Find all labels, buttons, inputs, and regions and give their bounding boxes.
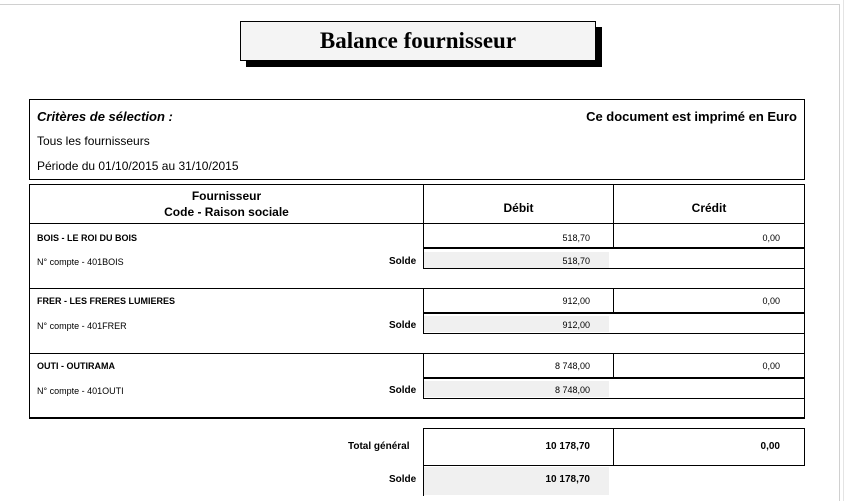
solde-value: 8 748,00 bbox=[554, 385, 590, 395]
cell-divider bbox=[423, 314, 424, 333]
supplier-name: FRER - LES FRERES LUMIERES bbox=[37, 296, 176, 306]
page-title: Balance fournisseur bbox=[240, 21, 596, 61]
group-separator bbox=[29, 353, 805, 354]
solde-label: Solde bbox=[389, 256, 417, 267]
row-separator bbox=[423, 333, 805, 334]
total-debit: 10 178,70 bbox=[545, 441, 590, 452]
row-separator bbox=[423, 312, 805, 314]
header-credit: Crédit bbox=[691, 201, 727, 215]
page-frame-edge bbox=[843, 0, 844, 501]
cell-divider bbox=[423, 379, 424, 398]
currency-note: Ce document est imprimé en Euro bbox=[586, 109, 797, 124]
solde-value: 518,70 bbox=[562, 256, 590, 266]
total-label: Total général bbox=[348, 441, 410, 452]
total-divider-3 bbox=[804, 428, 805, 466]
table-left-border bbox=[29, 184, 30, 419]
criteria-label: Critères de sélection : bbox=[37, 109, 173, 124]
criteria-box bbox=[29, 99, 805, 180]
total-solde-label: Solde bbox=[389, 474, 417, 485]
page-frame-right bbox=[839, 4, 840, 501]
total-credit: 0,00 bbox=[760, 441, 780, 452]
header-supplier: Fournisseur bbox=[191, 189, 262, 203]
solde-label: Solde bbox=[389, 385, 417, 396]
row-separator bbox=[423, 247, 805, 249]
credit-value: 0,00 bbox=[762, 361, 780, 371]
account-number: N° compte - 401BOIS bbox=[37, 257, 124, 267]
page-frame-top bbox=[0, 4, 840, 5]
solde-value: 912,00 bbox=[562, 320, 590, 330]
debit-value: 8 748,00 bbox=[554, 361, 590, 371]
supplier-name: BOIS - LE ROI DU BOIS bbox=[37, 233, 138, 243]
header-code: Code - Raison sociale bbox=[164, 205, 289, 219]
total-solde-value: 10 178,70 bbox=[545, 474, 590, 485]
solde-label: Solde bbox=[389, 320, 417, 331]
table-top-border bbox=[29, 184, 805, 185]
row-separator bbox=[423, 377, 805, 379]
account-number: N° compte - 401FRER bbox=[37, 321, 127, 331]
header-bottom-border bbox=[29, 223, 805, 224]
debit-value: 518,70 bbox=[562, 233, 590, 243]
credit-value: 0,00 bbox=[762, 296, 780, 306]
row-separator bbox=[423, 268, 805, 269]
table-right-border bbox=[804, 184, 805, 419]
total-top-border bbox=[423, 428, 805, 429]
supplier-name: OUTI - OUTIRAMA bbox=[37, 361, 115, 371]
criteria-scope: Tous les fournisseurs bbox=[37, 134, 150, 148]
group-separator bbox=[29, 288, 805, 289]
criteria-period: Période du 01/10/2015 au 31/10/2015 bbox=[37, 159, 239, 173]
credit-value: 0,00 bbox=[762, 233, 780, 243]
cell-divider bbox=[423, 249, 424, 269]
account-number: N° compte - 401OUTI bbox=[37, 386, 124, 396]
row-separator bbox=[423, 398, 805, 399]
debit-value: 912,00 bbox=[562, 296, 590, 306]
total-bottom-border bbox=[423, 465, 805, 466]
table-bottom-border bbox=[29, 417, 805, 419]
header-debit: Débit bbox=[503, 201, 534, 215]
